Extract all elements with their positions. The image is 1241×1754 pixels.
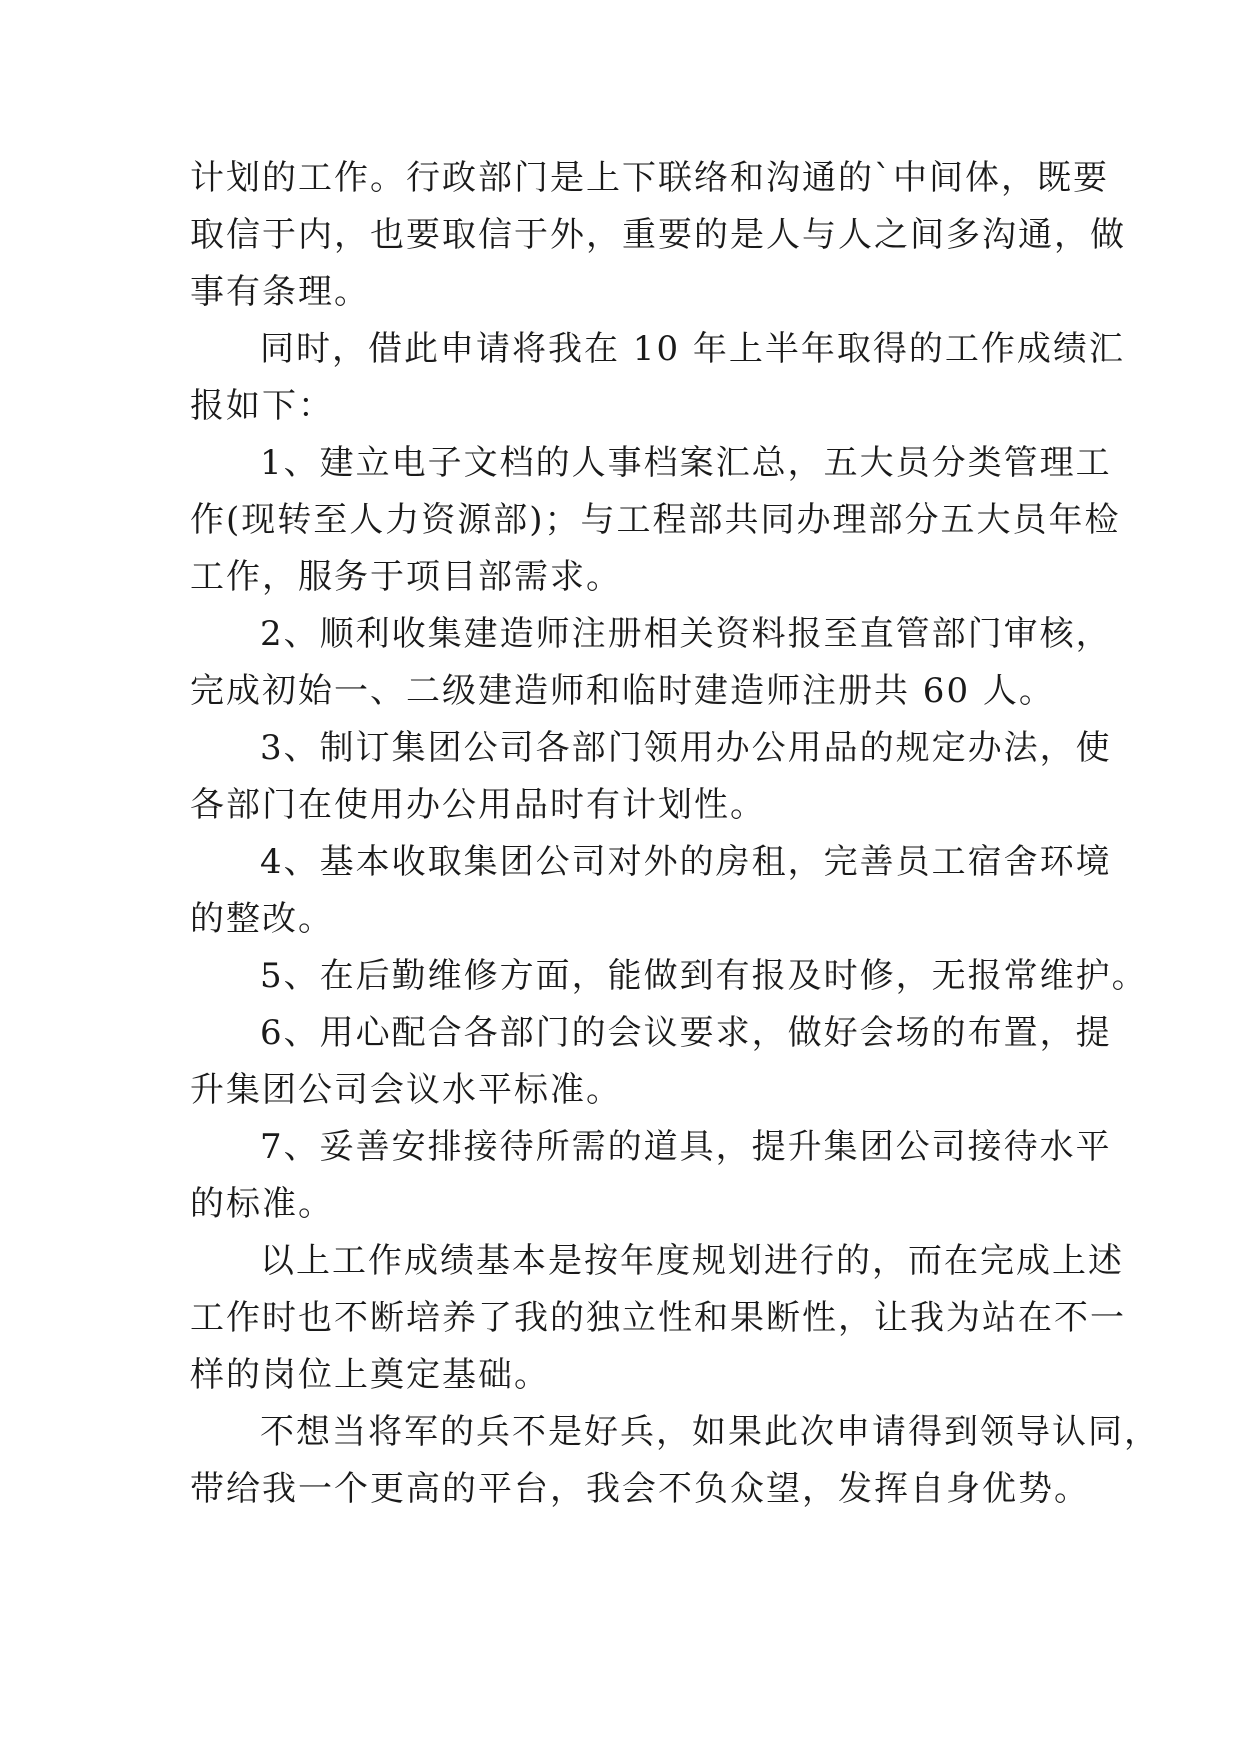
paragraph-line: 不想当将军的兵不是好兵，如果此次申请得到领导认同， — [260, 1412, 1160, 1452]
text-line: 计划的工作。行政部门是上下联络和沟通的`中间体，既要 — [190, 158, 1109, 198]
text-line: 升集团公司会议水平标准。 — [190, 1070, 622, 1110]
list-item-5: 5、在后勤维修方面，能做到有报及时修，无报常维护。 — [260, 956, 1148, 996]
text-line: 作(现转至人力资源部)；与工程部共同办理部分五大员年检 — [190, 500, 1121, 540]
text-line: 的整改。 — [190, 899, 334, 939]
text-line: 工作，服务于项目部需求。 — [190, 557, 622, 597]
list-item-1: 1、建立电子文档的人事档案汇总，五大员分类管理工 — [260, 443, 1112, 483]
paragraph-line: 以上工作成绩基本是按年度规划进行的，而在完成上述 — [260, 1241, 1124, 1281]
text-line: 各部门在使用办公用品时有计划性。 — [190, 785, 766, 825]
list-item-6: 6、用心配合各部门的会议要求，做好会场的布置，提 — [260, 1013, 1112, 1053]
text-line: 工作时也不断培养了我的独立性和果断性，让我为站在不一 — [190, 1298, 1126, 1338]
text-line: 带给我一个更高的平台，我会不负众望，发挥自身优势。 — [190, 1469, 1090, 1509]
list-item-4: 4、基本收取集团公司对外的房租，完善员工宿舍环境 — [260, 842, 1112, 882]
paragraph-line: 同时，借此申请将我在 10 年上半年取得的工作成绩汇 — [260, 329, 1125, 369]
list-item-3: 3、制订集团公司各部门领用办公用品的规定办法，使 — [260, 728, 1112, 768]
list-item-7: 7、妥善安排接待所需的道具，提升集团公司接待水平 — [260, 1127, 1112, 1167]
text-line: 取信于内，也要取信于外，重要的是人与人之间多沟通，做 — [190, 215, 1126, 255]
text-line: 样的岗位上奠定基础。 — [190, 1355, 550, 1395]
text-line: 报如下： — [190, 386, 334, 426]
text-line: 的标准。 — [190, 1184, 334, 1224]
text-line: 事有条理。 — [190, 272, 370, 312]
list-item-2: 2、顺利收集建造师注册相关资料报至直管部门审核， — [260, 614, 1112, 654]
text-line: 完成初始一、二级建造师和临时建造师注册共 60 人。 — [190, 671, 1055, 711]
